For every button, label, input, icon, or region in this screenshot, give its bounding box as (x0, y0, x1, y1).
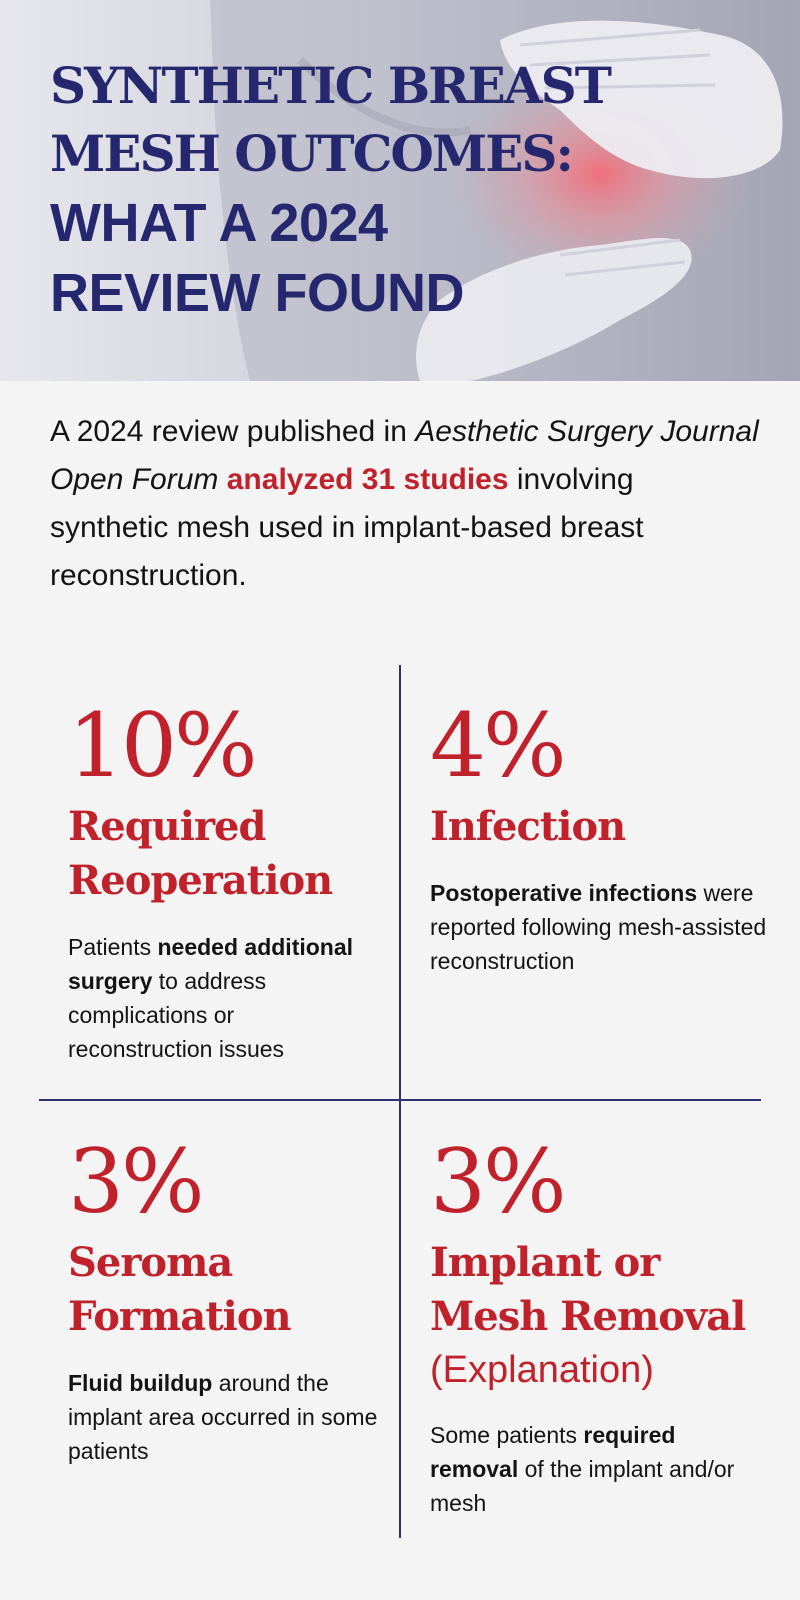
desc-bold: Postoperative infections (430, 880, 698, 906)
title-line-2: MESH OUTCOMES: (50, 124, 572, 183)
stat-description (430, 1418, 770, 1520)
studies-highlight: analyzed 31 studies (226, 463, 509, 496)
stat-title (430, 1236, 770, 1344)
desc-text-after: around the implant area occurred in some patients (68, 1370, 378, 1464)
hero-banner (0, 0, 800, 381)
stat-description (68, 930, 383, 1066)
stat-title-line-2: Reoperation (68, 857, 333, 904)
stat-value: 10% (68, 694, 255, 797)
stat-value: 4% (430, 694, 564, 797)
stat-title (68, 800, 383, 908)
title-line-1: SYNTHETIC BREAST (50, 56, 610, 115)
stat-description (68, 1366, 383, 1468)
stat-title-line-1: Seroma (68, 1239, 233, 1286)
stat-title-line-2: Mesh Removal (430, 1293, 746, 1340)
desc-bold: needed additional surgery (68, 934, 354, 994)
stat-subtitle: (Explanation) (430, 1349, 654, 1391)
desc-text-after: of the implant and/or mesh (430, 1456, 735, 1516)
page-title (50, 52, 610, 328)
stat-title (68, 1236, 383, 1344)
stat-title: Infection (430, 803, 626, 850)
desc-bold: required removal (430, 1422, 676, 1482)
desc-text-after: were reported following mesh-assisted reconstruction (430, 880, 767, 974)
stat-seroma (68, 1132, 383, 1468)
stat-title-line-1: Required (68, 803, 266, 850)
stat-value: 3% (68, 1130, 202, 1233)
stat-description (430, 876, 770, 978)
stat-title-line-1: Implant or (430, 1239, 660, 1286)
intro-text-before: A 2024 review published in (50, 415, 416, 448)
stat-title-line-2: Formation (68, 1293, 291, 1340)
stat-reoperation (68, 696, 383, 1066)
stat-value: 3% (430, 1130, 564, 1233)
desc-text-before: Some patients (430, 1422, 584, 1448)
grid-divider-vertical (399, 665, 401, 1538)
journal-name: Aesthetic Surgery Journal Open Forum (50, 415, 759, 496)
intro-text-after: involving synthetic mesh used in implant-based breast reconstruction. (50, 463, 644, 592)
grid-divider-horizontal (39, 1099, 761, 1101)
desc-text-before: Patients (68, 934, 158, 960)
stat-infection (430, 696, 770, 978)
stat-removal (430, 1132, 770, 1520)
desc-bold: Fluid buildup (68, 1370, 213, 1396)
intro-paragraph (50, 408, 760, 600)
title-line-4: REVIEW FOUND (50, 263, 465, 323)
title-line-3: WHAT A 2024 (50, 193, 388, 253)
desc-text-after: to address complications or reconstruction issues (68, 968, 285, 1062)
